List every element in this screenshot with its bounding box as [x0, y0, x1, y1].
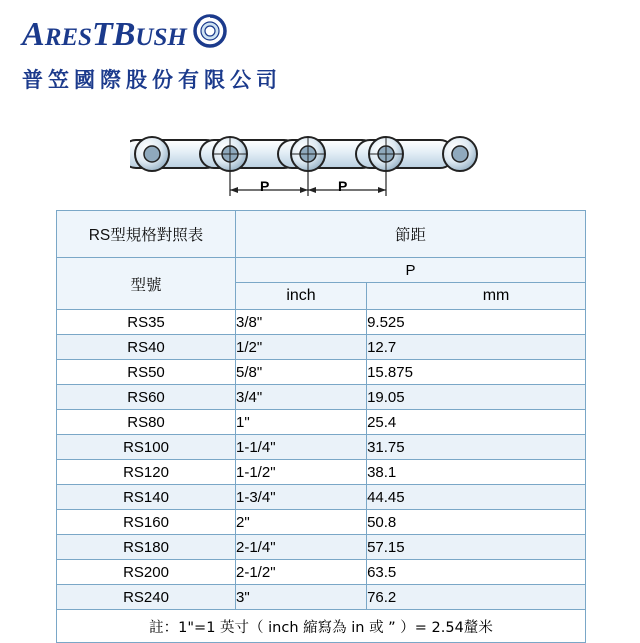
cell-mm: 50.8 [367, 510, 586, 535]
cell-mm: 57.15 [367, 535, 586, 560]
cell-model: RS140 [57, 485, 236, 510]
table-row [57, 385, 586, 410]
table-row [57, 460, 586, 485]
logo-letter-t: T [91, 16, 113, 53]
table-row [57, 560, 586, 585]
cell-inch: 3/8" [236, 310, 367, 335]
cell-inch: 3/4" [236, 385, 367, 410]
cell-mm: 31.75 [367, 435, 586, 460]
cell-model: RS35 [57, 310, 236, 335]
table-row [57, 485, 586, 510]
brand-header [22, 14, 422, 94]
cell-mm: 19.05 [367, 385, 586, 410]
spec-table [56, 210, 586, 643]
cell-model: RS240 [57, 585, 236, 610]
column-header-inch: inch [236, 283, 367, 310]
table-row [57, 535, 586, 560]
cell-model: RS120 [57, 460, 236, 485]
cell-inch: 1-1/4" [236, 435, 367, 460]
cell-inch: 2-1/4" [236, 535, 367, 560]
table-row [57, 435, 586, 460]
cell-mm: 9.525 [367, 310, 586, 335]
ring-bushing-icon [193, 14, 227, 58]
cell-model: RS180 [57, 535, 236, 560]
pitch-symbol: P [236, 258, 586, 283]
cell-inch: 3" [236, 585, 367, 610]
cell-inch: 2" [236, 510, 367, 535]
cell-mm: 15.875 [367, 360, 586, 385]
cell-model: RS200 [57, 560, 236, 585]
pitch-label-2: P [338, 178, 348, 194]
cell-mm: 38.1 [367, 460, 586, 485]
table-title-left: RS型規格對照表 [57, 211, 236, 258]
logo-letters-res: RES [44, 24, 92, 51]
cell-model: RS50 [57, 360, 236, 385]
logo-letters-ush: USH [135, 24, 187, 51]
table-row [57, 585, 586, 610]
cell-model: RS160 [57, 510, 236, 535]
logo-letter-b: B [112, 16, 136, 53]
logo-letter-a: A [22, 16, 45, 53]
roller-chain-pitch-diagram [130, 100, 530, 205]
cell-inch: 1-3/4" [236, 485, 367, 510]
table-row [57, 410, 586, 435]
table-row [57, 360, 586, 385]
cell-model: RS40 [57, 335, 236, 360]
company-name-cn: 普笠國際股份有限公司 [22, 68, 282, 92]
cell-inch: 2-1/2" [236, 560, 367, 585]
cell-model: RS80 [57, 410, 236, 435]
model-header: 型號 [57, 258, 236, 310]
table-note-row [57, 610, 586, 643]
cell-mm: 44.45 [367, 485, 586, 510]
cell-mm: 76.2 [367, 585, 586, 610]
table-note: 註：1"=1 英寸（ inch 縮寫為 in 或 ” ）= 2.54釐米 [57, 610, 586, 643]
cell-mm: 63.5 [367, 560, 586, 585]
table-subheader-row-symbol [57, 258, 586, 283]
cell-inch: 1/2" [236, 335, 367, 360]
cell-model: RS60 [57, 385, 236, 410]
cell-model: RS100 [57, 435, 236, 460]
column-header-mm: mm [367, 283, 586, 310]
table-row [57, 335, 586, 360]
table-title-right: 節距 [236, 211, 586, 258]
table-row [57, 510, 586, 535]
table-row [57, 310, 586, 335]
logo-wordmark [22, 14, 422, 58]
cell-inch: 1-1/2" [236, 460, 367, 485]
table-header-row [57, 211, 586, 258]
cell-mm: 12.7 [367, 335, 586, 360]
cell-inch: 1" [236, 410, 367, 435]
cell-mm: 25.4 [367, 410, 586, 435]
pitch-label-1: P [260, 178, 270, 194]
cell-inch: 5/8" [236, 360, 367, 385]
